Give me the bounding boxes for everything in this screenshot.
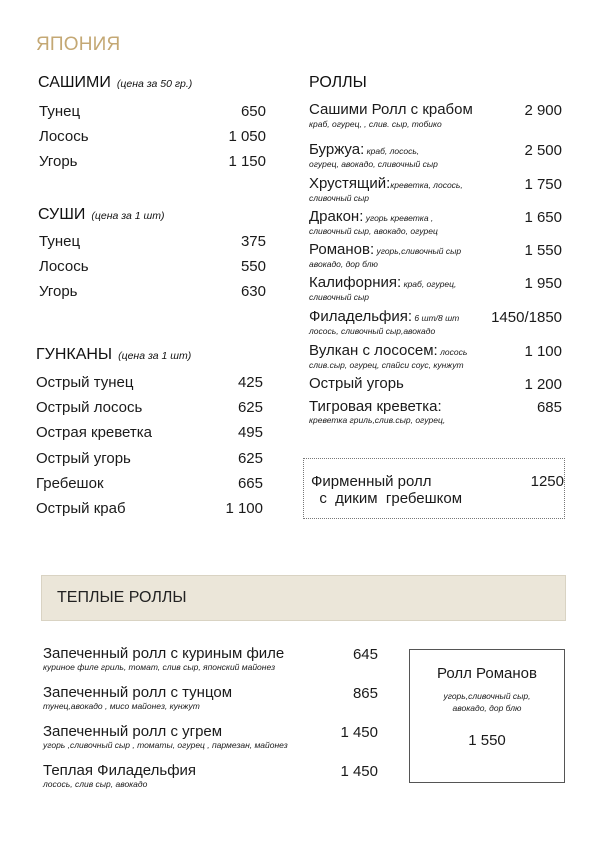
roll-desc: авокадо, дор блю — [309, 259, 378, 269]
roll-price: 1 100 — [524, 343, 562, 360]
roll-inline-desc: краб, огурец, — [401, 279, 457, 289]
roll-name: Филадельфия: — [309, 308, 413, 325]
item-price: 550 — [240, 258, 266, 275]
warm-roll-price: 865 — [352, 685, 378, 702]
roll-inline-desc: лосось — [437, 347, 468, 357]
roll-item — [309, 399, 562, 426]
sushi-heading — [38, 206, 164, 224]
gunkan-title: ГУНКАНЫ — [36, 346, 113, 363]
romanov-roll-desc — [410, 690, 564, 714]
roll-price: 1 650 — [524, 209, 562, 226]
roll-desc: огурец, авокадо, сливочный сыр — [309, 159, 438, 169]
signature-roll-box — [303, 458, 565, 519]
romanov-roll-price: 1 550 — [468, 732, 506, 749]
roll-name: Дракон: — [309, 208, 364, 225]
item-name: Острый угорь — [36, 450, 131, 467]
item-price: 650 — [240, 103, 266, 120]
roll-inline-desc: 6 шт/8 шт — [412, 313, 460, 323]
roll-price: 1 550 — [524, 242, 562, 259]
roll-item — [309, 142, 562, 170]
roll-desc: креветка гриль,слив.сыр, огурец, — [309, 415, 446, 425]
roll-inline-desc: креветка, лосось, — [390, 180, 463, 190]
item-price: 630 — [240, 283, 266, 300]
item-name: Угорь — [39, 153, 78, 170]
item-price: 1 150 — [228, 153, 266, 170]
item-price: 1 100 — [225, 500, 263, 517]
warm-roll-price: 1 450 — [340, 763, 378, 780]
roll-desc: краб, огурец, , слив. сыр, тобико — [309, 119, 442, 129]
warm-roll-desc: куриное филе гриль, томат, слив сыр, японский майонез — [43, 662, 276, 672]
roll-price: 2 500 — [524, 142, 562, 159]
item-name: Острый краб — [36, 500, 126, 517]
roll-price: 685 — [536, 399, 562, 416]
romanov-desc-line-1: угорь,сливочный сыр, — [443, 691, 531, 701]
item-name: Острая креветка — [36, 424, 153, 441]
signature-roll-name: Фирменный ролл с диким гребешком — [311, 473, 463, 507]
item-name: Лосось — [39, 258, 89, 275]
sushi-title: СУШИ — [38, 206, 86, 223]
item-name: Гребешок — [36, 475, 104, 492]
warm-roll-price: 1 450 — [340, 724, 378, 741]
roll-item — [309, 209, 562, 237]
warm-roll-item — [43, 646, 378, 673]
warm-rolls-title: ТЕПЛЫЕ РОЛЛЫ — [57, 589, 187, 606]
item-price: 625 — [237, 450, 263, 467]
warm-roll-name: Теплая Филадельфия — [43, 762, 197, 779]
item-name: Острый лосось — [36, 399, 143, 416]
sashimi-note: (цена за 50 гр.) — [116, 78, 193, 90]
roll-name: Хрустящий: — [309, 175, 391, 192]
romanov-desc-line-2: авокадо, дор блю — [452, 703, 522, 713]
roll-desc: слив.сыр, огурец, спайси соус, кунжут — [309, 360, 464, 370]
roll-inline-desc: угорь креветка , — [363, 213, 434, 223]
warm-roll-desc: лосось, слив сыр, авокадо — [43, 779, 148, 789]
roll-item — [309, 102, 562, 130]
warm-roll-desc: тунец,авокадо , мисо майонез, кунжут — [43, 701, 200, 711]
romanov-roll-box — [409, 649, 565, 783]
roll-name: Калифорния: — [309, 274, 402, 291]
roll-price: 1 200 — [524, 376, 562, 393]
roll-desc: лосось, сливочный сыр,авокадо — [309, 326, 436, 336]
sashimi-heading — [38, 74, 192, 92]
item-price: 495 — [237, 424, 263, 441]
roll-inline-desc: краб, лосось, — [364, 146, 420, 156]
item-name: Лосось — [39, 128, 89, 145]
roll-name: Буржуа: — [309, 141, 365, 158]
warm-roll-name: Запеченный ролл с куриным филе — [43, 645, 285, 662]
romanov-roll-name: Ролл Романов — [437, 665, 537, 682]
roll-desc: сливочный сыр — [309, 292, 370, 302]
item-price: 625 — [237, 399, 263, 416]
roll-name: Острый угорь — [309, 375, 404, 392]
roll-name: Тигровая креветка: — [309, 398, 442, 415]
roll-price: 1 750 — [524, 176, 562, 193]
warm-roll-item — [43, 763, 378, 790]
warm-roll-price: 645 — [352, 646, 378, 663]
item-price: 375 — [240, 233, 266, 250]
region-title: ЯПОНИЯ — [36, 34, 121, 55]
roll-price: 2 900 — [524, 102, 562, 119]
item-price: 425 — [237, 374, 263, 391]
roll-desc: сливочный сыр — [309, 193, 370, 203]
item-price: 1 050 — [228, 128, 266, 145]
warm-roll-item — [43, 685, 378, 712]
roll-desc: сливочный сыр, авокадо, огурец — [309, 226, 438, 236]
warm-roll-name: Запеченный ролл с угрем — [43, 723, 223, 740]
roll-item — [309, 343, 562, 371]
roll-item — [309, 176, 562, 204]
rolls-title: РОЛЛЫ — [309, 74, 367, 91]
roll-name: Романов: — [309, 241, 375, 258]
roll-item — [309, 309, 562, 337]
warm-roll-name: Запеченный ролл с тунцом — [43, 684, 233, 701]
gunkan-note: (цена за 1 шт) — [118, 350, 192, 362]
roll-item — [309, 275, 562, 303]
item-name: Угорь — [39, 283, 78, 300]
item-price: 665 — [237, 475, 263, 492]
item-name: Острый тунец — [36, 374, 134, 391]
warm-rolls-band — [41, 575, 566, 621]
item-name: Тунец — [39, 233, 81, 250]
warm-roll-desc: угорь ,сливочный сыр , томаты, огурец , пармезан, майонез — [43, 740, 288, 750]
sushi-note: (цена за 1 шт) — [91, 210, 165, 222]
roll-item — [309, 376, 562, 392]
roll-price: 1450/1850 — [491, 309, 562, 326]
roll-item — [309, 242, 562, 270]
signature-roll-price: 1250 — [530, 473, 564, 490]
warm-roll-item — [43, 724, 378, 751]
gunkan-heading — [36, 346, 191, 364]
item-name: Тунец — [39, 103, 81, 120]
roll-price: 1 950 — [524, 275, 562, 292]
roll-name: Сашими Ролл с крабом — [309, 101, 473, 118]
sashimi-title: САШИМИ — [38, 74, 111, 91]
roll-name: Вулкан с лососем: — [309, 342, 438, 359]
roll-inline-desc: угорь,сливочный сыр — [374, 246, 462, 256]
